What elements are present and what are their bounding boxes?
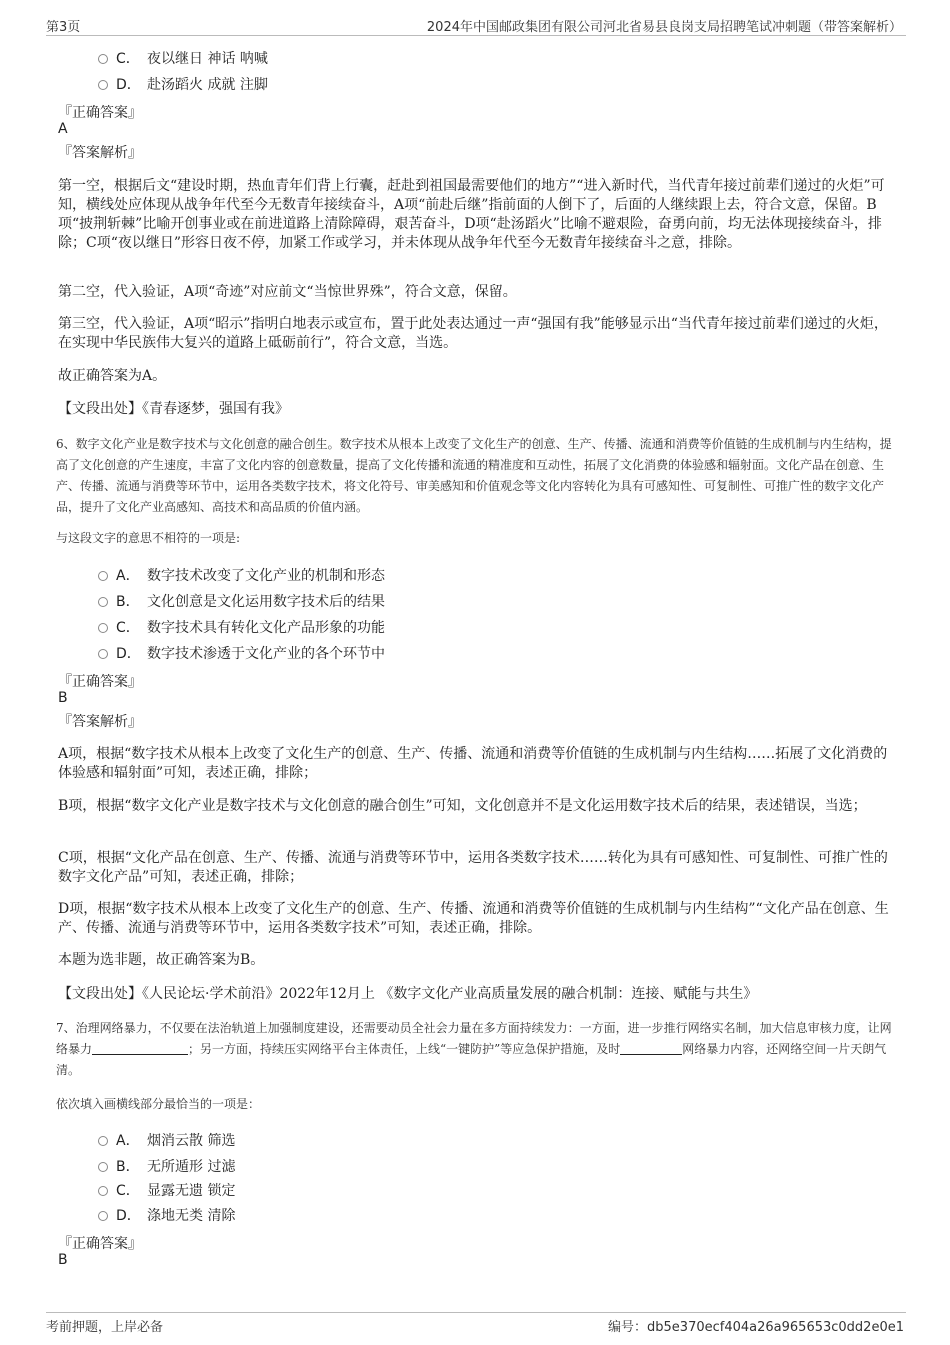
q6-analysis-paragraph: A项，根据“数字技术从根本上改变了文化生产的创意、生产、传播、流通和消费等价值链的生成机制与内生结构……拓展了文化消费的体验感和辐射面”可知，表述正确，排除； — [58, 746, 888, 781]
radio-icon[interactable] — [98, 571, 108, 581]
q7-option-d[interactable]: D． 涤地无类 清除 — [98, 1205, 235, 1225]
page-number: 第3页 — [46, 20, 81, 35]
q6-analysis-label: 『答案解析』 — [58, 714, 142, 730]
radio-icon[interactable] — [98, 597, 108, 607]
q7-answer: B — [58, 1252, 68, 1268]
q5-analysis-label: 『答案解析』 — [58, 145, 142, 161]
q6-analysis-paragraph: C项，根据“文化产品在创意、生产、传播、流通与消费等环节中，运用各类数字技术……转化为具有可感知性、可复制性、可推广性的数字文化产品”可知，表述正确，排除； — [58, 850, 888, 885]
q5-analysis-paragraph: 第二空，代入验证，A项“奇迹”对应前文“当惊世界殊”，符合文意，保留。 — [58, 284, 517, 300]
q7-option-a[interactable]: A． 烟消云散 筛选 — [98, 1130, 235, 1150]
q7-answer-label: 『正确答案』 — [58, 1236, 142, 1252]
radio-icon[interactable] — [98, 1136, 108, 1146]
q6-answer: B — [58, 690, 68, 706]
radio-icon[interactable] — [98, 1162, 108, 1172]
q5-analysis-paragraph: 第一空，根据后文“建设时期，热血青年们背上行囊，赶赴到祖国最需要他们的地方”“进入新时代，当代青年接过前辈们递过的火炬”可知，横线处应体现从战争年代至今无数青年接续奋斗，A项“前赴后继”指前面的人倒下了，后面的人继续跟上去，符合文意，保留。B项“披荆斩棘”比喻开创事业或在前进道路上清除障碍，艰苦奋斗，D项“赴汤蹈火”比喻不避艰险，奋勇向前，均无法体现接续奋斗，排除；C项“夜以继日”形容日夜不停，加紧工作或学习，并未体现从战争年代至今无数青年接续奋斗之意，排除。 — [58, 178, 885, 251]
footer-slogan: 考前押题，上岸必备 — [46, 1320, 164, 1335]
radio-icon[interactable] — [98, 54, 108, 64]
q5-option-c[interactable]: C． 夜以继日 神话 呐喊 — [98, 48, 268, 68]
q6-option-a[interactable]: A． 数字技术改变了文化产业的机制和形态 — [98, 565, 385, 585]
radio-icon[interactable] — [98, 80, 108, 90]
document-code: 编号：db5e370ecf404a26a965653c0dd2e0e1 — [608, 1320, 904, 1335]
fill-blank[interactable] — [620, 1043, 682, 1055]
radio-icon[interactable] — [98, 1211, 108, 1221]
q5-option-d[interactable]: D． 赴汤蹈火 成就 注脚 — [98, 74, 268, 94]
q6-prompt: 与这段文字的意思不相符的一项是: — [56, 531, 241, 545]
document-title: 2024年中国邮政集团有限公司河北省易县良岗支局招聘笔试冲刺题（带答案解析） — [426, 20, 902, 35]
fill-blank[interactable] — [92, 1043, 188, 1055]
page-header — [46, 14, 906, 36]
q6-analysis-paragraph: B项，根据“数字文化产业是数字技术与文化创意的融合创生”可知，文化创意并不是文化运用数字技术后的结果，表述错误，当选； — [58, 798, 867, 814]
q5-answer: A — [58, 121, 68, 137]
q7-prompt: 依次填入画横线部分最恰当的一项是： — [56, 1097, 261, 1111]
q6-stem: 6、数字文化产业是数字技术与文化创意的融合创生。数字技术从根本上改变了文化生产的创意、生产、传播、流通和消费等价值链的生成机制与内生结构，提高了文化创意的产生速度，丰富了文化内容的创意数量，提高了文化传播和流通的精准度和互动性，拓展了文化消费的体验感和辐射面。文化产品在创意、生产、传播、流通与消费等环节中，运用各类数字技术，将文化符号、审美感知和价值观念等文化内容转化为具有可感知性、可复制性、可推广性的数字文化产品，提升了文化产业高感知、高技术和高品质的价值内涵。 — [56, 437, 892, 514]
q6-source: 【文段出处】《人民论坛·学术前沿》2022年12月上 《数字文化产业高质量发展的融合机制：连接、赋能与共生》 — [58, 986, 758, 1002]
q5-answer-label: 『正确答案』 — [58, 105, 142, 121]
q6-option-b[interactable]: B． 文化创意是文化运用数字技术后的结果 — [98, 591, 385, 611]
q5-source: 【文段出处】《青春逐梦，强国有我》 — [58, 401, 289, 417]
page-footer — [46, 1312, 906, 1334]
radio-icon[interactable] — [98, 649, 108, 659]
q6-analysis-paragraph: D项，根据“数字技术从根本上改变了文化生产的创意、生产、传播、流通和消费等价值链的生成机制与内生结构”“文化产品在创意、生产、传播、流通与消费等环节中，运用各类数字技术”可知，表述正确，排除。 — [58, 901, 889, 936]
radio-icon[interactable] — [98, 623, 108, 633]
q7-option-c[interactable]: C． 显露无遗 锁定 — [98, 1180, 235, 1200]
q6-analysis-paragraph: 本题为选非题，故正确答案为B。 — [58, 952, 265, 968]
q6-answer-label: 『正确答案』 — [58, 674, 142, 690]
q5-analysis-paragraph: 故正确答案为A。 — [58, 368, 167, 384]
q5-analysis-paragraph: 第三空，代入验证，A项“昭示”指明白地表示或宣布，置于此处表达通过一声“强国有我”能够显示出“当代青年接过前辈们递过的火炬，在实现中华民族伟大复兴的道路上砥砺前行”，符合文意，当选。 — [58, 316, 888, 351]
q7-stem: 7、治理网络暴力，不仅要在法治轨道上加强制度建设，还需要动员全社会力量在多方面持续发力：一方面，进一步推行网络实名制，加大信息审核力度，让网络暴力 ；另一方面，持续压实网络平台主体责任，上线“一键防护”等应急保护措施，及时 网络暴力内容，还网络空间一片天朗气清。 — [56, 1021, 892, 1077]
q7-option-b[interactable]: B． 无所遁形 过滤 — [98, 1156, 235, 1176]
radio-icon[interactable] — [98, 1186, 108, 1196]
q6-option-c[interactable]: C． 数字技术具有转化文化产品形象的功能 — [98, 617, 385, 637]
q6-option-d[interactable]: D． 数字技术渗透于文化产业的各个环节中 — [98, 643, 385, 663]
